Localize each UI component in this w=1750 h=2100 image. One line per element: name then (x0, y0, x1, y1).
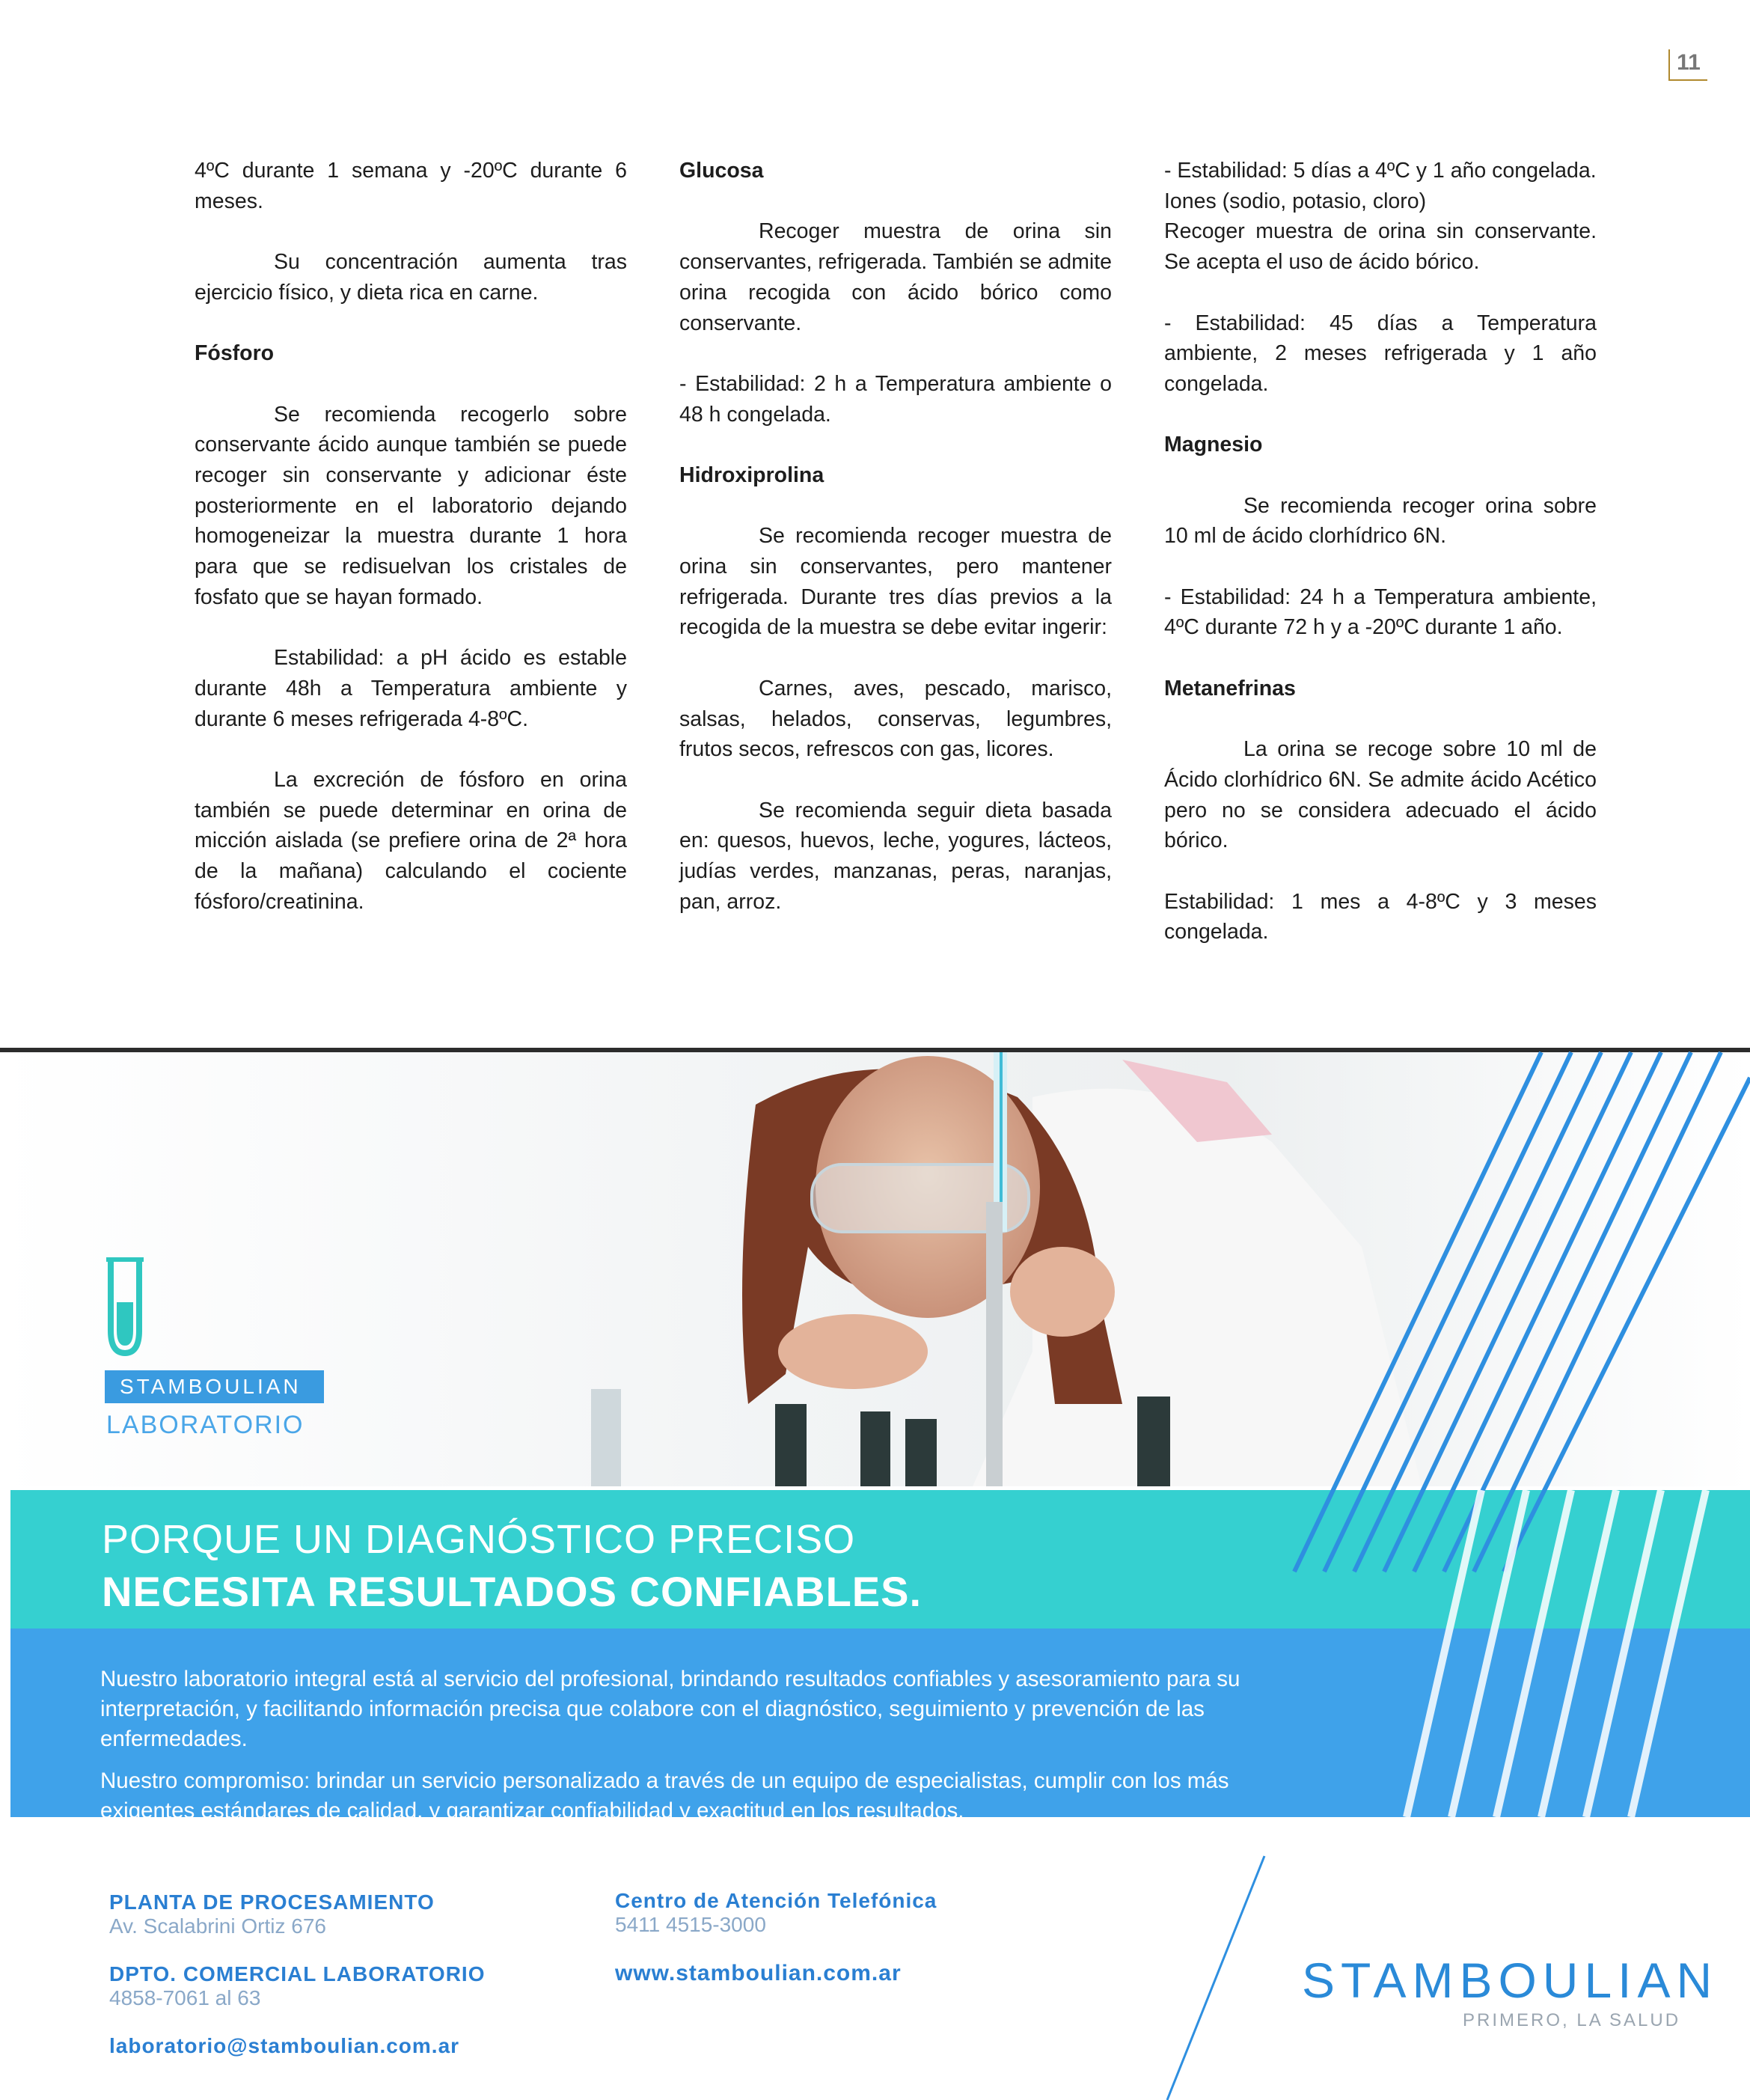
ad-body (100, 1664, 1312, 1838)
paragraph: Recoger muestra de orina sin conservante. Se acepta el uso de ácido bórico. (1164, 219, 1597, 275)
centro-title: Centro de Atención Telefónica (615, 1889, 937, 1912)
brand-tag: STAMBOULIAN (105, 1370, 324, 1403)
paragraph: Se recomienda seguir dieta basada en: quesos, huevos, leche, yogures, lácteos, judías verdes, manzanas, peras, naranjas, pan, arroz. (679, 798, 1112, 914)
paragraph: Recoger muestra de orina sin conservantes, refrigerada. También se admite orina recogida con ácido bórico como conservante. (679, 219, 1112, 335)
paragraph: Se recomienda recogerlo sobre conservante ácido aunque también se puede recoger sin conservante y adicionar éste posteriormente en el laboratorio dejando homogeneizar la muestra durante 1 hora para que se redisuelvan los cristales de fosfato que se hayan formado. (195, 402, 627, 609)
ad-headline: PORQUE UN DIAGNÓSTICO PRECISO (102, 1517, 856, 1562)
paragraph: La excreción de fósforo en orina también se puede determinar en orina de micción aislada (se prefiere orina de 2ª hora de la mañana) calculando el cociente fósforo/creatinina. (195, 767, 627, 914)
stamboulian-logo: STAMBOULIAN (1302, 1953, 1719, 2008)
paragraph: Iones (sodio, potasio, cloro) (1164, 189, 1427, 213)
section-heading-metanefrinas: Metanefrinas (1164, 676, 1296, 700)
ad-paragraph: Nuestro laboratorio integral está al servicio del profesional, brindando resultados confiables y asesoramiento para su interpretación, y facilitando información precisa que colabore con el diagnóstico, seguimiento y prevención de las enfermedades. (100, 1667, 1240, 1751)
paragraph: - Estabilidad: 24 h a Temperatura ambiente, 4ºC durante 72 h y a -20ºC durante 1 año. (1164, 584, 1597, 640)
comercial-phone: 4858-7061 al 63 (109, 1986, 261, 2009)
paragraph: Su concentración aumenta tras ejercicio físico, y dieta rica en carne. (195, 250, 627, 305)
paragraph: Se recomienda recoger muestra de orina sin conservantes, pero mantener refrigerada. Durante tres días previos a la recogida de la muestra se debe evitar ingerir: (679, 524, 1112, 640)
email-link[interactable]: laboratorio@stamboulian.com.ar (109, 2034, 460, 2057)
tagline: PRIMERO, LA SALUD (1463, 2010, 1681, 2030)
contact-block-middle (615, 1889, 937, 1986)
section-heading-fosforo: Fósforo (195, 341, 275, 366)
paragraph: Estabilidad: a pH ácido es estable durante 48h a Temperatura ambiente y durante 6 meses refrigerada 4-8ºC. (195, 646, 627, 731)
paragraph: - Estabilidad: 45 días a Temperatura ambiente, 2 meses refrigerada y 1 año congelada. (1164, 311, 1597, 396)
planta-address: Av. Scalabrini Ortiz 676 (109, 1914, 326, 1938)
ad-paragraph: Nuestro compromiso: brindar un servicio personalizado a través de un equipo de especialistas, cumplir con los más exigentes estándares de calidad, y garantizar confiabilidad y exactitud en los resultados. (100, 1768, 1229, 1823)
paragraph: Estabilidad: 1 mes a 4-8ºC y 3 meses congelada. (1164, 889, 1597, 944)
paragraph: - Estabilidad: 2 h a Temperatura ambiente o 48 h congelada. (679, 371, 1112, 427)
page-number: 11 (1668, 49, 1707, 81)
paragraph: Se recomienda recoger orina sobre 10 ml de ácido clorhídrico 6N. (1164, 493, 1597, 549)
planta-title: PLANTA DE PROCESAMIENTO (109, 1890, 435, 1914)
paragraph: - Estabilidad: 5 días a 4ºC y 1 año congelada. (1164, 159, 1597, 183)
brand-subtitle: LABORATORIO (106, 1411, 305, 1439)
section-heading-glucosa: Glucosa (679, 159, 764, 183)
text-column-3 (1164, 156, 1597, 978)
section-heading-hidroxiprolina: Hidroxiprolina (679, 463, 824, 487)
section-heading-magnesio: Magnesio (1164, 433, 1263, 457)
text-column-1 (195, 156, 627, 947)
comercial-title: DPTO. COMERCIAL LABORATORIO (109, 1962, 486, 1985)
ad-headline-bold: NECESITA RESULTADOS CONFIABLES. (102, 1568, 923, 1615)
contact-block-left (109, 1890, 486, 2058)
website-link[interactable]: www.stamboulian.com.ar (615, 1961, 902, 1985)
paragraph: Carnes, aves, pescado, marisco, salsas, helados, conservas, legumbres, frutos secos, refrescos con gas, licores. (679, 676, 1112, 762)
paragraph: La orina se recoge sobre 10 ml de Ácido clorhídrico 6N. Se admite ácido Acético pero no se considera adecuado el ácido bórico. (1164, 737, 1597, 853)
paragraph: 4ºC durante 1 semana y -20ºC durante 6 meses. (195, 159, 627, 213)
text-column-2 (679, 156, 1112, 947)
advertisement (0, 1048, 1750, 2100)
centro-phone: 5411 4515-3000 (615, 1913, 766, 1936)
